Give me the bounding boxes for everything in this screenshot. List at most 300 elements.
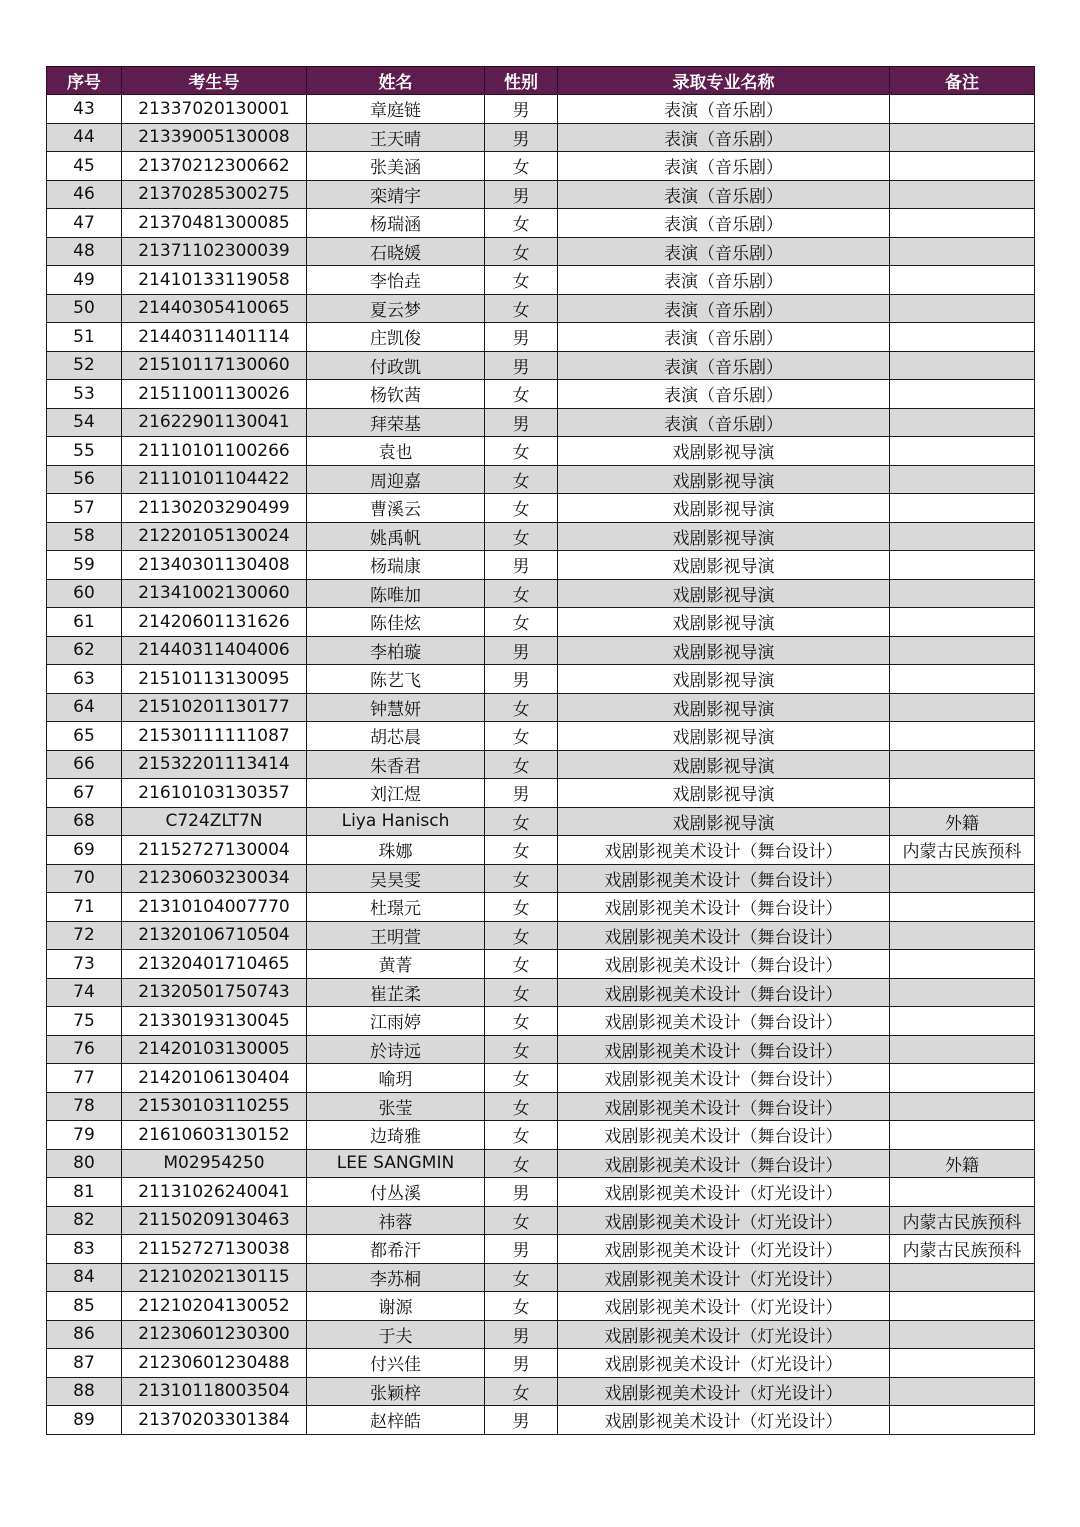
cell-name: 刘江煜 [307,779,485,808]
cell-gender: 女 [485,152,558,181]
cell-seq: 87 [47,1349,122,1378]
cell-note [890,1092,1035,1121]
cell-exam-no: 21110101100266 [122,437,307,466]
cell-major: 表演（音乐剧） [558,95,890,124]
table-row [47,665,1035,694]
cell-note [890,1349,1035,1378]
cell-major: 戏剧影视美术设计（灯光设计） [558,1206,890,1235]
cell-seq: 67 [47,779,122,808]
cell-exam-no: 21410133119058 [122,266,307,295]
cell-gender: 女 [485,750,558,779]
cell-gender: 女 [485,1377,558,1406]
table-row [47,1320,1035,1349]
cell-seq: 52 [47,351,122,380]
cell-seq: 51 [47,323,122,352]
cell-major: 戏剧影视美术设计（灯光设计） [558,1178,890,1207]
cell-name: 江雨婷 [307,1007,485,1036]
table-row [47,579,1035,608]
cell-major: 戏剧影视导演 [558,579,890,608]
cell-major: 戏剧影视导演 [558,494,890,523]
column-header-note: 备注 [890,67,1035,95]
table-row [47,266,1035,295]
cell-gender: 女 [485,522,558,551]
cell-name: 张美涵 [307,152,485,181]
cell-major: 戏剧影视美术设计（灯光设计） [558,1292,890,1321]
column-header-exam-no: 考生号 [122,67,307,95]
cell-name: 朱香君 [307,750,485,779]
cell-name: 钟慧妍 [307,693,485,722]
table-row [47,1263,1035,1292]
cell-major: 戏剧影视美术设计（灯光设计） [558,1406,890,1435]
cell-exam-no: 21152727130004 [122,836,307,865]
table-row [47,1178,1035,1207]
cell-seq: 56 [47,465,122,494]
cell-major: 戏剧影视导演 [558,636,890,665]
cell-gender: 女 [485,237,558,266]
cell-exam-no: 21440305410065 [122,294,307,323]
cell-note [890,1007,1035,1036]
cell-name: 杨瑞涵 [307,209,485,238]
cell-name: 吴昊雯 [307,864,485,893]
table-row [47,294,1035,323]
cell-gender: 女 [485,294,558,323]
cell-seq: 69 [47,836,122,865]
cell-gender: 男 [485,779,558,808]
cell-exam-no: 21510113130095 [122,665,307,694]
cell-major: 表演（音乐剧） [558,294,890,323]
cell-seq: 75 [47,1007,122,1036]
cell-gender: 女 [485,1121,558,1150]
cell-exam-no: 21622901130041 [122,408,307,437]
cell-major: 表演（音乐剧） [558,123,890,152]
cell-note [890,152,1035,181]
cell-name: 边琦雅 [307,1121,485,1150]
cell-exam-no: C724ZLT7N [122,807,307,836]
cell-gender: 女 [485,209,558,238]
cell-gender: 男 [485,1406,558,1435]
cell-note [890,1406,1035,1435]
cell-name: 李怡垚 [307,266,485,295]
cell-exam-no: 21230601230488 [122,1349,307,1378]
cell-exam-no: 21532201113414 [122,750,307,779]
cell-name: 章庭链 [307,95,485,124]
cell-exam-no: 21370212300662 [122,152,307,181]
cell-exam-no: 21220105130024 [122,522,307,551]
table-row [47,95,1035,124]
cell-gender: 男 [485,180,558,209]
cell-name: 张莹 [307,1092,485,1121]
cell-name: 都希汗 [307,1235,485,1264]
table-row [47,237,1035,266]
cell-seq: 82 [47,1206,122,1235]
cell-seq: 72 [47,921,122,950]
table-row [47,209,1035,238]
cell-note [890,750,1035,779]
table-row [47,380,1035,409]
cell-name: 黄菁 [307,950,485,979]
cell-name: 陈佳炫 [307,608,485,637]
cell-gender: 女 [485,1007,558,1036]
cell-seq: 86 [47,1320,122,1349]
cell-seq: 68 [47,807,122,836]
cell-gender: 女 [485,1292,558,1321]
cell-exam-no: 21370285300275 [122,180,307,209]
cell-gender: 男 [485,665,558,694]
table-row [47,1292,1035,1321]
cell-major: 表演（音乐剧） [558,180,890,209]
table-row [47,722,1035,751]
cell-gender: 女 [485,722,558,751]
cell-exam-no: 21530103110255 [122,1092,307,1121]
cell-note: 内蒙古民族预科 [890,1235,1035,1264]
cell-seq: 79 [47,1121,122,1150]
cell-seq: 70 [47,864,122,893]
table-body [47,95,1035,1435]
cell-seq: 45 [47,152,122,181]
cell-seq: 74 [47,978,122,1007]
cell-major: 戏剧影视导演 [558,522,890,551]
cell-name: LEE SANGMIN [307,1149,485,1178]
cell-seq: 43 [47,95,122,124]
cell-exam-no: 21440311401114 [122,323,307,352]
cell-seq: 46 [47,180,122,209]
cell-major: 戏剧影视美术设计（灯光设计） [558,1235,890,1264]
cell-name: 杨钦茜 [307,380,485,409]
cell-major: 戏剧影视美术设计（舞台设计） [558,1092,890,1121]
cell-note [890,294,1035,323]
cell-seq: 84 [47,1263,122,1292]
table-row [47,1121,1035,1150]
cell-major: 戏剧影视美术设计（舞台设计） [558,950,890,979]
cell-seq: 60 [47,579,122,608]
cell-seq: 47 [47,209,122,238]
table-row [47,437,1035,466]
cell-note: 内蒙古民族预科 [890,1206,1035,1235]
table-row [47,123,1035,152]
cell-name: 於诗远 [307,1035,485,1064]
cell-name: 庄凯俊 [307,323,485,352]
cell-note [890,864,1035,893]
table-row [47,807,1035,836]
cell-name: 胡芯晨 [307,722,485,751]
cell-name: 陈艺飞 [307,665,485,694]
cell-seq: 55 [47,437,122,466]
cell-gender: 女 [485,1263,558,1292]
cell-note [890,351,1035,380]
cell-gender: 女 [485,1092,558,1121]
cell-seq: 89 [47,1406,122,1435]
cell-major: 戏剧影视美术设计（舞台设计） [558,978,890,1007]
cell-major: 戏剧影视导演 [558,437,890,466]
cell-note [890,978,1035,1007]
cell-name: 珠娜 [307,836,485,865]
table-row [47,1149,1035,1178]
cell-name: 栾靖宇 [307,180,485,209]
table-row [47,1377,1035,1406]
cell-exam-no: 21230603230034 [122,864,307,893]
cell-note [890,921,1035,950]
cell-gender: 女 [485,380,558,409]
cell-major: 戏剧影视美术设计（舞台设计） [558,864,890,893]
cell-major: 戏剧影视美术设计（舞台设计） [558,893,890,922]
cell-exam-no: 21339005130008 [122,123,307,152]
cell-exam-no: 21210202130115 [122,1263,307,1292]
cell-gender: 女 [485,950,558,979]
cell-note [890,1178,1035,1207]
column-header-name: 姓名 [307,67,485,95]
cell-note [890,1263,1035,1292]
cell-major: 戏剧影视美术设计（舞台设计） [558,1064,890,1093]
table-row [47,494,1035,523]
cell-exam-no: 21110101104422 [122,465,307,494]
cell-exam-no: 21341002130060 [122,579,307,608]
table-header [47,67,1035,95]
cell-major: 戏剧影视导演 [558,807,890,836]
cell-exam-no: 21530111111087 [122,722,307,751]
table-row [47,351,1035,380]
table-row [47,551,1035,580]
cell-major: 戏剧影视导演 [558,551,890,580]
table-row [47,180,1035,209]
cell-seq: 50 [47,294,122,323]
table-row [47,408,1035,437]
cell-major: 戏剧影视美术设计（舞台设计） [558,1007,890,1036]
cell-major: 戏剧影视导演 [558,779,890,808]
cell-note [890,522,1035,551]
cell-seq: 58 [47,522,122,551]
cell-note [890,123,1035,152]
column-header-seq: 序号 [47,67,122,95]
cell-seq: 61 [47,608,122,637]
cell-exam-no: 21511001130026 [122,380,307,409]
cell-name: 袁也 [307,437,485,466]
cell-gender: 女 [485,978,558,1007]
cell-exam-no: 21330193130045 [122,1007,307,1036]
cell-gender: 女 [485,693,558,722]
cell-note [890,323,1035,352]
table-row [47,693,1035,722]
cell-note [890,1320,1035,1349]
cell-name: 王明萱 [307,921,485,950]
cell-exam-no: 21420601131626 [122,608,307,637]
cell-note [890,266,1035,295]
cell-major: 戏剧影视美术设计（舞台设计） [558,1035,890,1064]
cell-name: 夏云梦 [307,294,485,323]
cell-major: 表演（音乐剧） [558,209,890,238]
table-row [47,836,1035,865]
cell-gender: 男 [485,1235,558,1264]
cell-major: 表演（音乐剧） [558,266,890,295]
table-row [47,978,1035,1007]
cell-major: 戏剧影视美术设计（灯光设计） [558,1263,890,1292]
cell-note [890,1377,1035,1406]
cell-gender: 女 [485,465,558,494]
cell-major: 戏剧影视美术设计（灯光设计） [558,1377,890,1406]
table-row [47,950,1035,979]
cell-major: 戏剧影视美术设计（舞台设计） [558,921,890,950]
cell-major: 戏剧影视美术设计（灯光设计） [558,1349,890,1378]
table-row [47,1092,1035,1121]
cell-exam-no: 21210204130052 [122,1292,307,1321]
cell-name: 谢源 [307,1292,485,1321]
cell-major: 戏剧影视导演 [558,665,890,694]
cell-major: 戏剧影视美术设计（舞台设计） [558,1149,890,1178]
cell-exam-no: 21510117130060 [122,351,307,380]
table-row [47,636,1035,665]
cell-seq: 48 [47,237,122,266]
cell-seq: 76 [47,1035,122,1064]
table-row [47,1349,1035,1378]
table-row [47,1406,1035,1435]
cell-seq: 85 [47,1292,122,1321]
cell-exam-no: 21320501750743 [122,978,307,1007]
cell-name: 于夫 [307,1320,485,1349]
cell-name: 王天晴 [307,123,485,152]
cell-name: 拜荣基 [307,408,485,437]
table-row [47,921,1035,950]
cell-exam-no: 21320106710504 [122,921,307,950]
cell-exam-no: 21420106130404 [122,1064,307,1093]
cell-exam-no: 21310118003504 [122,1377,307,1406]
cell-note: 外籍 [890,807,1035,836]
cell-seq: 54 [47,408,122,437]
cell-exam-no: 21320401710465 [122,950,307,979]
cell-seq: 59 [47,551,122,580]
cell-gender: 男 [485,123,558,152]
column-header-gender: 性别 [485,67,558,95]
cell-seq: 71 [47,893,122,922]
cell-name: 赵梓皓 [307,1406,485,1435]
cell-gender: 男 [485,351,558,380]
cell-seq: 73 [47,950,122,979]
cell-note [890,408,1035,437]
cell-major: 表演（音乐剧） [558,380,890,409]
cell-name: 付政凯 [307,351,485,380]
cell-exam-no: 21230601230300 [122,1320,307,1349]
table-row [47,465,1035,494]
cell-major: 表演（音乐剧） [558,237,890,266]
cell-name: 付丛溪 [307,1178,485,1207]
cell-note [890,722,1035,751]
cell-exam-no: M02954250 [122,1149,307,1178]
cell-name: 祎蓉 [307,1206,485,1235]
cell-gender: 女 [485,608,558,637]
cell-exam-no: 21370481300085 [122,209,307,238]
cell-major: 戏剧影视美术设计（舞台设计） [558,1121,890,1150]
cell-exam-no: 21610603130152 [122,1121,307,1150]
cell-seq: 83 [47,1235,122,1264]
cell-name: 周迎嘉 [307,465,485,494]
cell-note [890,893,1035,922]
cell-name: 喻玥 [307,1064,485,1093]
cell-note [890,380,1035,409]
cell-gender: 女 [485,266,558,295]
cell-name: 李柏璇 [307,636,485,665]
cell-seq: 66 [47,750,122,779]
cell-note [890,465,1035,494]
cell-note [890,779,1035,808]
cell-exam-no: 21131026240041 [122,1178,307,1207]
table-row [47,779,1035,808]
cell-note [890,437,1035,466]
cell-gender: 女 [485,836,558,865]
table-row [47,750,1035,779]
cell-note [890,1035,1035,1064]
cell-name: 崔芷柔 [307,978,485,1007]
cell-name: 李苏桐 [307,1263,485,1292]
cell-gender: 女 [485,1035,558,1064]
column-header-major: 录取专业名称 [558,67,890,95]
cell-seq: 53 [47,380,122,409]
cell-exam-no: 21130203290499 [122,494,307,523]
cell-seq: 49 [47,266,122,295]
admission-table [46,66,1035,1435]
cell-major: 戏剧影视美术设计（舞台设计） [558,836,890,865]
cell-major: 戏剧影视导演 [558,750,890,779]
cell-note: 内蒙古民族预科 [890,836,1035,865]
table-row [47,1206,1035,1235]
table-row [47,608,1035,637]
cell-name: 杜璟元 [307,893,485,922]
cell-exam-no: 21337020130001 [122,95,307,124]
table-row [47,864,1035,893]
cell-note: 外籍 [890,1149,1035,1178]
admission-list-page [46,66,1034,1435]
cell-seq: 80 [47,1149,122,1178]
cell-note [890,608,1035,637]
cell-gender: 男 [485,95,558,124]
cell-exam-no: 21420103130005 [122,1035,307,1064]
cell-name: 付兴佳 [307,1349,485,1378]
cell-note [890,180,1035,209]
table-row [47,522,1035,551]
cell-exam-no: 21152727130038 [122,1235,307,1264]
cell-note [890,209,1035,238]
cell-name: 曹溪云 [307,494,485,523]
cell-major: 表演（音乐剧） [558,152,890,181]
cell-major: 表演（音乐剧） [558,408,890,437]
cell-gender: 男 [485,323,558,352]
table-row [47,1035,1035,1064]
cell-gender: 女 [485,1149,558,1178]
cell-name: 石晓媛 [307,237,485,266]
table-row [47,1235,1035,1264]
cell-major: 戏剧影视导演 [558,722,890,751]
table-row [47,323,1035,352]
cell-seq: 62 [47,636,122,665]
cell-gender: 女 [485,921,558,950]
cell-major: 戏剧影视美术设计（灯光设计） [558,1320,890,1349]
cell-gender: 男 [485,1178,558,1207]
cell-gender: 女 [485,579,558,608]
cell-note [890,1121,1035,1150]
cell-gender: 女 [485,807,558,836]
cell-exam-no: 21310104007770 [122,893,307,922]
cell-seq: 65 [47,722,122,751]
cell-gender: 男 [485,636,558,665]
cell-gender: 女 [485,494,558,523]
cell-seq: 81 [47,1178,122,1207]
table-row [47,1064,1035,1093]
cell-gender: 女 [485,437,558,466]
cell-seq: 77 [47,1064,122,1093]
cell-note [890,950,1035,979]
cell-gender: 男 [485,1320,558,1349]
cell-note [890,1292,1035,1321]
cell-name: 杨瑞康 [307,551,485,580]
cell-note [890,636,1035,665]
cell-note [890,665,1035,694]
